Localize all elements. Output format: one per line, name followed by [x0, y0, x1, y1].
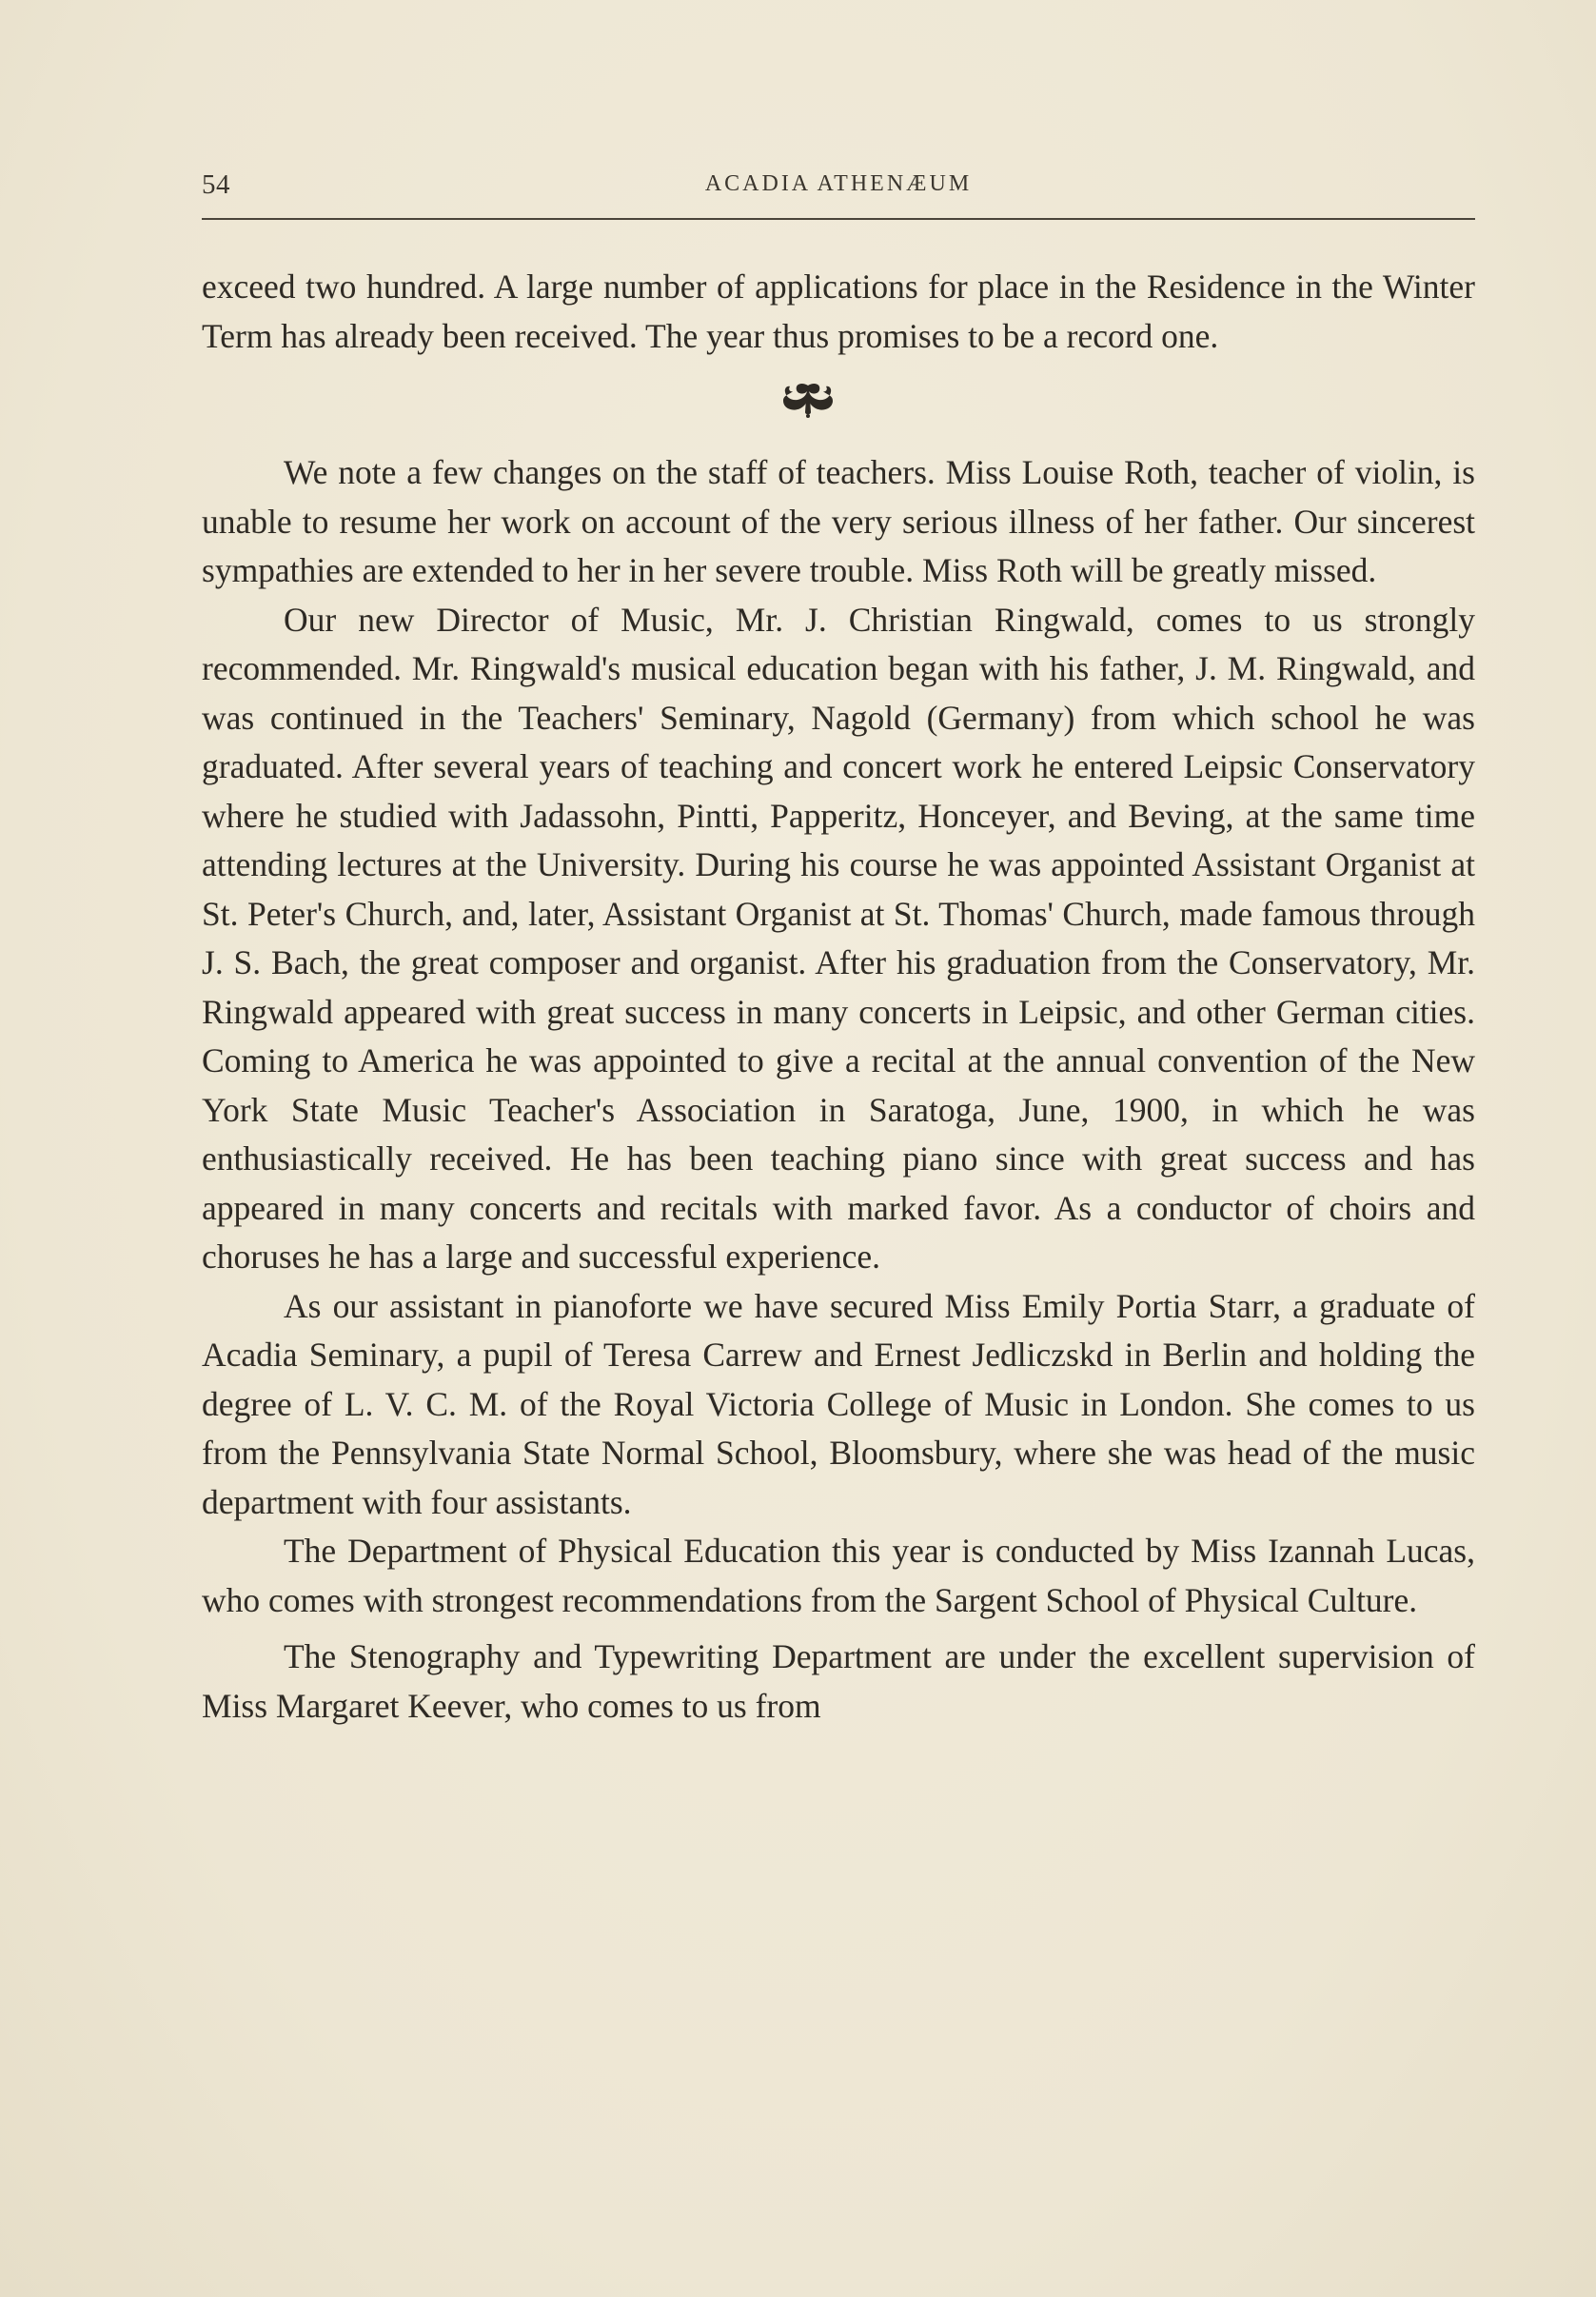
article-body [202, 263, 1475, 1731]
page-number: 54 [202, 169, 230, 200]
paragraph-2: We note a few changes on the staff of teachers. Miss Louise Roth, teacher of violin, is unable to resume her work on account of the very serious illness of her father. Our sincerest sympathies are extended to her in her severe trouble. Miss Roth will be greatly missed. [202, 453, 1475, 589]
paragraph-5: The Department of Physical Education this year is conducted by Miss Izannah Lucas, who comes with strongest recommendations from the Sargent School of Physical Culture. [202, 1532, 1475, 1619]
fleuron-icon [781, 380, 835, 418]
paragraph-3: Our new Director of Music, Mr. J. Christian Ringwald, comes to us strongly recommended. Mr. Ringwald's musical education began with his father, J. M. Ringwald, and was continued in the Teachers' Seminary, Nagold (Germany) from which school he was graduated. After several years of teaching and concert work he entered Leipsic Conservatory where he studied with Jadassohn, Pintti, Papperitz, Honceyer, and Beving, at the same time attending lectures at the University. During his course he was appointed Assistant Organist at St. Peter's Church, and, later, Assistant Organist at St. Thomas' Church, made famous through J. S. Bach, the great composer and organist. After his graduation from the Conservatory, Mr. Ringwald appeared with great success in many concerts in Leipsic, and other German cities. Coming to America he was appointed to give a recital at the annual convention of the New York State Music Teacher's Association in Saratoga, June, 1900, in which he was enthusiastically received. He has been teaching piano since with great success and has appeared in many concerts and recitals with marked favor. As a conductor of choirs and choruses he has a large and successful experience. [202, 600, 1475, 1276]
section-divider [202, 361, 1475, 448]
paragraph-1: exceed two hundred. A large number of applications for place in the Residence in the Winter Term has already been received. The year thus promises to be a record one. [202, 267, 1475, 355]
running-head: ACADIA ATHENÆUM [704, 171, 973, 196]
paragraph-6: The Stenography and Typewriting Department are under the excellent supervision of Miss Margaret Keever, who comes to us from [202, 1637, 1475, 1725]
header-rule [202, 218, 1475, 220]
paragraph-4: As our assistant in pianoforte we have secured Miss Emily Portia Starr, a graduate of Acadia Seminary, a pupil of Teresa Carrew and Ernest Jedliczskd in Berlin and holding the degree of L. V. C. M. of the Royal Victoria College of Music in London. She comes to us from the Pennsylvania State Normal School, Bloomsbury, where she was head of the music department with four assistants. [202, 1286, 1475, 1521]
page-header [202, 169, 1475, 217]
